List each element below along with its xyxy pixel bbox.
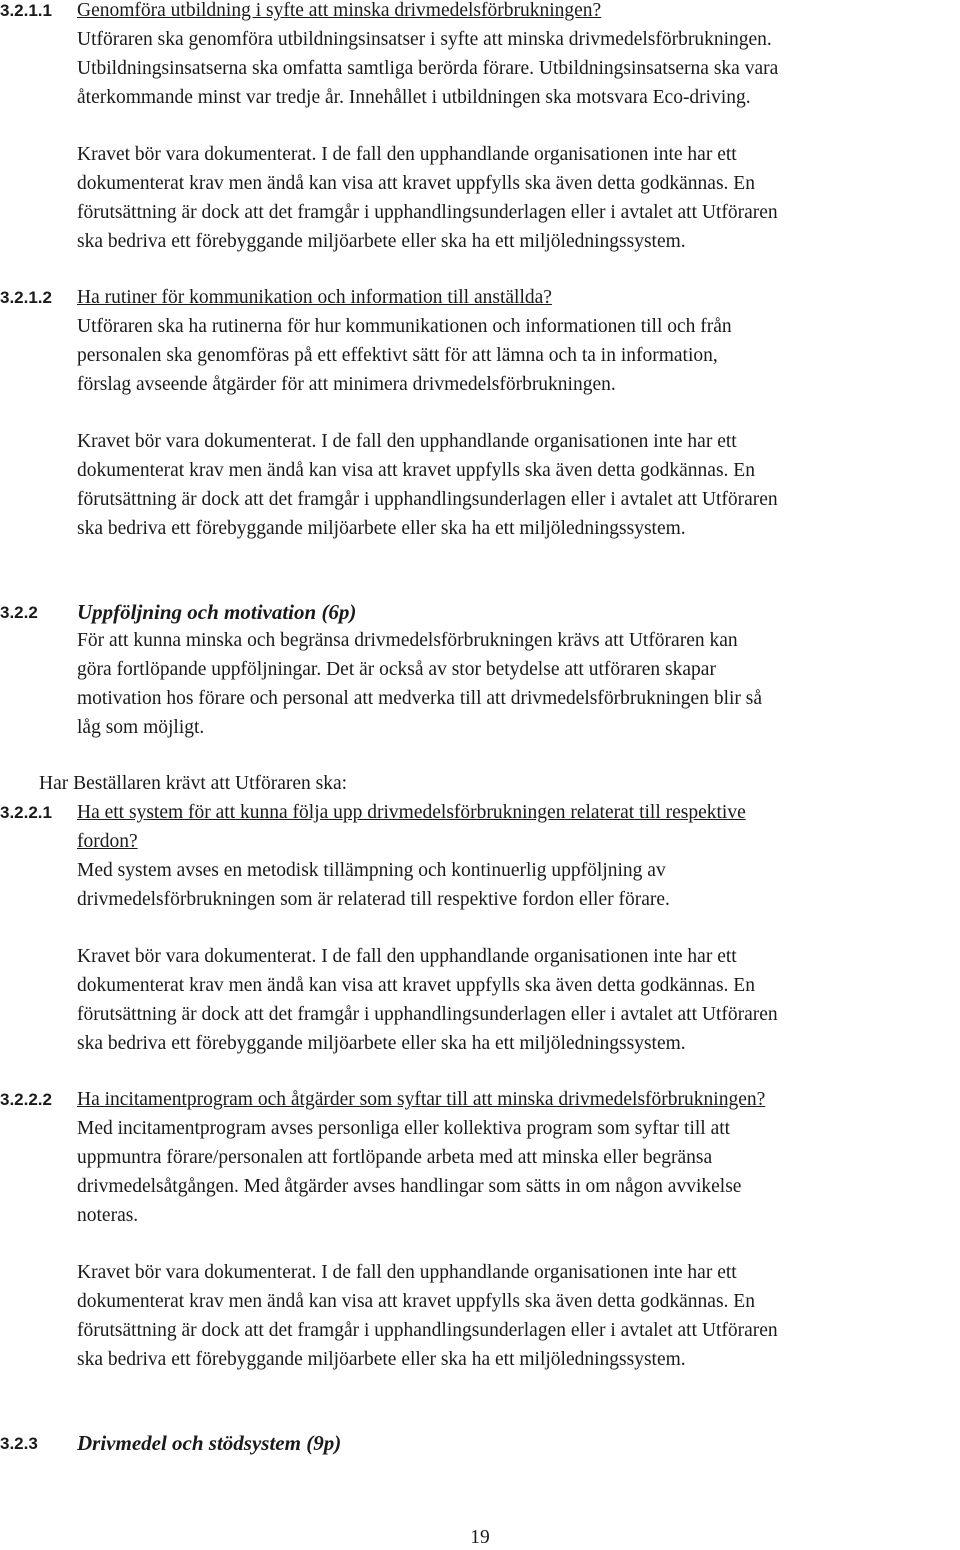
section-number: 3.2.1.2 (0, 288, 52, 307)
requirement-line: Kravet bör vara dokumenterat. I de fall den upphandlande organisationen inte har ett (77, 431, 737, 452)
requirement-line: dokumenterat krav men ändå kan visa att kravet uppfylls ska även detta godkännas. En (77, 1291, 755, 1312)
requirement-line: ska bedriva ett förebyggande miljöarbete eller ska ha ett miljöledningssystem. (77, 231, 686, 252)
body-line: Utföraren ska ha rutinerna för hur kommunikationen och informationen till och från (77, 316, 732, 337)
section-heading: Genomföra utbildning i syfte att minska drivmedelsförbrukningen? (77, 0, 602, 21)
body-line: drivmedelsåtgången. Med åtgärder avses handlingar som sätts in om någon avvikelse (77, 1176, 742, 1197)
section-number: 3.2.3 (0, 1434, 38, 1453)
requirement-line: förutsättning är dock att det framgår i upphandlingsunderlagen eller i avtalet att Utföraren (77, 1004, 778, 1025)
requirement-line: ska bedriva ett förebyggande miljöarbete eller ska ha ett miljöledningssystem. (77, 1033, 686, 1054)
requirement-line: dokumenterat krav men ändå kan visa att kravet uppfylls ska även detta godkännas. En (77, 173, 755, 194)
body-line: drivmedelsförbrukningen som är relaterad till respektive fordon eller förare. (77, 889, 670, 910)
section-heading: fordon? (77, 831, 138, 852)
body-line: motivation hos förare och personal att medverka till att drivmedelsförbrukningen blir så (77, 688, 763, 709)
body-line: Med incitamentprogram avses personliga eller kollektiva program som syftar till att (77, 1118, 731, 1139)
requirement-line: förutsättning är dock att det framgår i upphandlingsunderlagen eller i avtalet att Utföraren (77, 202, 778, 223)
requirement-line: Kravet bör vara dokumenterat. I de fall den upphandlande organisationen inte har ett (77, 946, 737, 967)
section-heading: Ha ett system för att kunna följa upp drivmedelsförbrukningen relaterat till respektive (77, 802, 746, 823)
body-line: Utbildningsinsatserna ska omfatta samtliga berörda förare. Utbildningsinsatserna ska vara (77, 58, 779, 79)
body-line: uppmuntra förare/personalen att fortlöpande arbeta med att minska eller begränsa (77, 1147, 713, 1168)
section-number: 3.2.2.2 (0, 1090, 52, 1109)
requirement-line: Kravet bör vara dokumenterat. I de fall den upphandlande organisationen inte har ett (77, 1262, 737, 1283)
body-line: Utföraren ska genomföra utbildningsinsatser i syfte att minska drivmedelsförbrukningen. (77, 29, 772, 50)
section-heading: Uppföljning och motivation (6p) (77, 600, 357, 624)
requirement-line: förutsättning är dock att det framgår i upphandlingsunderlagen eller i avtalet att Utföraren (77, 489, 778, 510)
requirement-line: ska bedriva ett förebyggande miljöarbete eller ska ha ett miljöledningssystem. (77, 1349, 686, 1370)
section-number: 3.2.2.1 (0, 803, 52, 822)
body-line: Med system avses en metodisk tillämpning och kontinuerlig uppföljning av (77, 860, 666, 881)
body-line: För att kunna minska och begränsa drivmedelsförbrukningen krävs att Utföraren kan (77, 630, 738, 651)
body-line: personalen ska genomföras på ett effektivt sätt för att lämna och ta in information, (77, 345, 718, 366)
body-line: noteras. (77, 1205, 139, 1226)
section-heading: Ha rutiner för kommunikation och information till anställda? (77, 287, 552, 308)
section-number: 3.2.2 (0, 603, 38, 622)
body-line: göra fortlöpande uppföljningar. Det är också av stor betydelse att utföraren skapar (77, 659, 716, 680)
body-line: förslag avseende åtgärder för att minimera drivmedelsförbrukningen. (77, 374, 616, 395)
section-number: 3.2.1.1 (0, 1, 52, 20)
requirement-line: förutsättning är dock att det framgår i upphandlingsunderlagen eller i avtalet att Utföraren (77, 1320, 778, 1341)
body-line: låg som möjligt. (77, 717, 205, 738)
section-heading: Drivmedel och stödsystem (9p) (77, 1431, 342, 1455)
requirement-line: dokumenterat krav men ändå kan visa att kravet uppfylls ska även detta godkännas. En (77, 975, 755, 996)
body-line: återkommande minst var tredje år. Innehållet i utbildningen ska motsvara Eco-driving. (77, 87, 751, 108)
requirement-line: dokumenterat krav men ändå kan visa att kravet uppfylls ska även detta godkännas. En (77, 460, 755, 481)
lead-in-text: Har Beställaren krävt att Utföraren ska: (39, 773, 348, 794)
page-number: 19 (470, 1527, 490, 1548)
requirement-line: Kravet bör vara dokumenterat. I de fall den upphandlande organisationen inte har ett (77, 144, 737, 165)
section-heading: Ha incitamentprogram och åtgärder som syftar till att minska drivmedelsförbrukningen? (77, 1089, 766, 1110)
requirement-line: ska bedriva ett förebyggande miljöarbete eller ska ha ett miljöledningssystem. (77, 518, 686, 539)
